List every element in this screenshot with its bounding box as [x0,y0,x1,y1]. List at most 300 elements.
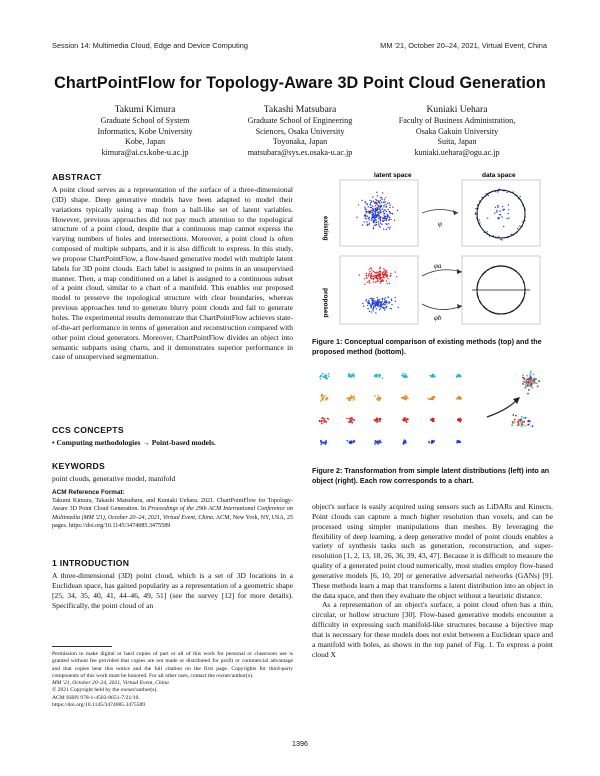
scatter-point [385,223,386,224]
scatter-point [384,304,385,305]
author-block-1 [75,103,215,158]
intro-heading: 1 INTRODUCTION [52,558,130,568]
scatter-point [369,223,370,224]
scatter-point [521,416,523,418]
scatter-point [458,376,460,378]
scatter-point [380,271,381,272]
scatter-point [530,371,532,373]
scatter-point [386,220,387,221]
scatter-point [376,301,377,302]
scatter-point [328,373,330,375]
scatter-point [373,310,374,311]
scatter-point [379,203,380,204]
scatter-point [373,275,374,276]
scatter-point [371,273,372,274]
scatter-point [522,374,524,376]
scatter-point [369,200,370,201]
scatter-point [375,419,377,421]
scatter-point [373,227,374,228]
scatter-point [380,442,382,444]
scatter-point [390,204,391,205]
scatter-point [376,376,378,378]
keywords-heading: KEYWORDS [52,461,106,471]
scatter-point [508,204,509,205]
scatter-point [365,211,366,212]
scatter-point [385,272,386,273]
scatter-point [534,381,536,383]
scatter-point [390,219,391,220]
scatter-point [321,395,323,397]
scatter-point [507,218,508,219]
scatter-point [378,300,379,301]
scatter-point [382,209,383,210]
author-email: kuniaki.uehara@ogu.ac.jp [414,147,500,157]
scatter-point [346,398,348,400]
scatter-point [391,308,392,309]
scatter-point [368,274,369,275]
scatter-point [384,274,385,275]
scatter-point [524,378,526,380]
scatter-point [349,441,351,443]
scatter-point [376,208,377,209]
scatter-point [378,276,379,277]
author-affiliation: Sciences, Osaka University [255,126,345,136]
scatter-point [387,214,388,215]
footnote-rule [52,646,112,647]
scatter-point [380,212,381,213]
scatter-point [375,222,376,223]
scatter-point [397,210,398,211]
scatter-point [457,374,459,376]
scatter-point [372,206,373,207]
scatter-point [322,373,324,375]
scatter-point [348,400,350,402]
scatter-point [369,280,370,281]
scatter-point [365,214,366,215]
scatter-point [504,209,505,210]
scatter-point [385,303,386,304]
scatter-point [353,376,355,378]
scatter-point [324,374,326,376]
scatter-point [373,281,374,282]
scatter-point [538,380,540,382]
scatter-point [374,277,375,278]
scatter-point [376,422,378,424]
scatter-point [370,204,371,205]
author-affiliation: Informatics, Kobe University [97,126,193,136]
scatter-point [347,440,349,442]
scatter-point [367,224,368,225]
scatter-point [498,217,499,218]
scatter-point [527,424,529,426]
scatter-point [379,268,380,269]
scatter-point [369,219,370,220]
scatter-point [359,274,360,275]
scatter-point [364,221,365,222]
scatter-point [526,375,528,377]
scatter-point [364,202,365,203]
scatter-point [374,202,375,203]
scatter-point [369,269,370,270]
author-affiliation: Graduate School of System [100,116,190,125]
ccs-heading: CCS CONCEPTS [52,425,124,435]
acm-reference-heading: ACM Reference Format: [52,489,125,496]
scatter-point [375,205,376,206]
permission-isbn: ACM ISBN 978-1-4503-8651-7/21/10. [52,694,140,701]
scatter-point [529,383,531,385]
scatter-point [379,278,380,279]
scatter-point [380,200,381,201]
scatter-point [386,229,387,230]
figure-2 [312,362,552,462]
scatter-point [390,273,391,274]
scatter-point [432,397,434,399]
scatter-point [379,267,380,268]
scatter-point [384,299,385,300]
scatter-point [527,383,529,385]
scatter-point [406,375,408,377]
permission-copyright: © 2021 Copyright held by the owner/author(s). [52,687,158,694]
scatter-point [405,397,407,399]
scatter-point [322,398,324,400]
fig1-panel-latent-bottom [340,256,418,324]
scatter-point [460,420,462,422]
scatter-point [388,296,389,297]
scatter-point [383,205,384,206]
author-name: Takumi Kimura [114,104,176,115]
scatter-point [475,208,476,209]
scatter-point [518,419,520,421]
scatter-point [371,218,372,219]
scatter-point [364,284,365,285]
scatter-point [378,213,379,214]
scatter-point [354,398,356,400]
author-block-3 [382,103,532,158]
scatter-point [520,419,522,421]
fig1-phi-b: φb [434,314,442,322]
scatter-point [373,216,374,217]
scatter-point [366,204,367,205]
scatter-point [396,276,397,277]
scatter-point [378,221,379,222]
scatter-point [375,199,376,200]
scatter-point [501,239,502,240]
scatter-point [527,393,529,395]
scatter-point [535,378,537,380]
scatter-point [374,217,375,218]
scatter-point [375,272,376,273]
scatter-point [371,311,372,312]
scatter-point [374,395,376,397]
scatter-point [499,214,500,215]
scatter-point [506,192,507,193]
scatter-point [524,387,526,389]
scatter-point [390,275,391,276]
scatter-point [488,195,489,196]
scatter-point [402,397,404,399]
scatter-point [374,376,376,378]
scatter-point [503,226,504,227]
permission-venue: MM '21, October 20–24, 2021, Virtual Event, China [52,680,169,687]
scatter-point [366,282,367,283]
scatter-point [497,206,498,207]
scatter-point [382,281,383,282]
scatter-point [372,212,373,213]
scatter-point [378,441,380,443]
author-location: Kobe, Japan [124,137,165,147]
scatter-point [370,210,371,211]
scatter-point [374,225,375,226]
scatter-point [477,204,478,205]
scatter-point [381,198,382,199]
scatter-point [367,302,368,303]
scatter-point [511,424,513,426]
scatter-point [383,268,384,269]
scatter-point [366,273,367,274]
scatter-point [376,207,377,208]
scatter-point [372,278,373,279]
scatter-point [377,205,378,206]
scatter-point [374,300,375,301]
scatter-point [377,297,378,298]
scatter-point [389,228,390,229]
scatter-point [376,192,377,193]
scatter-point [324,418,326,420]
scatter-point [377,305,378,306]
scatter-point [385,216,386,217]
scatter-point [389,202,390,203]
figure-1-graphic [312,168,552,333]
figure-1-caption: Figure 1: Conceptual comparison of existing methods (top) and the proposed method (bottom). [312,337,542,356]
figure-1 [312,168,552,333]
scatter-point [395,297,396,298]
scatter-point [500,239,501,240]
scatter-point [430,419,432,421]
scatter-point [382,301,383,302]
scatter-point [389,308,390,309]
scatter-point [366,221,367,222]
scatter-point [405,395,407,397]
scatter-point [385,301,386,302]
scatter-point [375,208,376,209]
scatter-point [532,425,534,427]
running-head-left: Session 14: Multimedia Cloud, Edge and Device Computing [52,41,248,50]
scatter-point [460,398,462,400]
scatter-point [375,219,376,220]
paper-title: ChartPointFlow for Topology-Aware 3D Point Cloud Generation [54,74,546,92]
scatter-point [376,308,377,309]
scatter-point [388,220,389,221]
scatter-point [536,382,538,384]
scatter-point [383,308,384,309]
acm-reference-venue: Proceedings of the 29th ACM International Conference on Multimedia (MM '21), October 20–24, 2021, Virtual Event, China. [52,506,293,521]
scatter-point [368,206,369,207]
scatter-point [459,420,461,422]
scatter-point [371,275,372,276]
scatter-point [511,234,512,235]
scatter-point [367,211,368,212]
scatter-point [378,200,379,201]
intro-text: A three-dimensional (3D) point cloud, which is a set of 3D locations in a Euclidean space, has gained popularity as a representation of a geometric shape [25, 34, 35, 40, 41, 44–46, 49, 51] (see the survey [12] for more details). Specifically, the point cloud of an [52,571,293,610]
scatter-point [406,422,408,424]
scatter-point [479,219,480,220]
scatter-point [380,419,382,421]
scatter-point [381,302,382,303]
scatter-point [383,304,384,305]
scatter-point [404,375,406,377]
scatter-point [523,417,525,419]
scatter-point [377,395,379,397]
right-paragraph-2: As a representation of an object's surface, a point cloud often has a thin, circular, or hollow structure [30]. Flow-based generative models encounter a difficulty in expressing such manifold-like structures because a bijective map that is necessary for these models does not exist between a Euclidean space and a manifold with holes, as shown in the top panel of Fig. 1. To express a point cloud X [312,600,553,659]
scatter-point [378,211,379,212]
scatter-point [404,398,406,400]
scatter-point [376,210,377,211]
permission-doi: https://doi.org/10.1145/3474085.3475589 [52,702,146,709]
scatter-point [362,224,363,225]
fig1-arrowhead-b [457,304,462,309]
scatter-point [432,419,434,421]
scatter-point [487,218,488,219]
scatter-point [366,218,367,219]
scatter-point [514,419,516,421]
scatter-point [371,306,372,307]
scatter-point [383,206,384,207]
scatter-point [500,210,501,211]
scatter-point [380,281,381,282]
scatter-point [375,224,376,225]
scatter-point [496,210,497,211]
scatter-point [391,304,392,305]
scatter-point [377,299,378,300]
scatter-point [428,398,430,400]
scatter-point [377,215,378,216]
scatter-point [375,275,376,276]
scatter-point [528,420,530,422]
scatter-point [389,302,390,303]
scatter-point [323,421,325,423]
scatter-point [390,226,391,227]
scatter-point [375,312,376,313]
scatter-point [498,236,499,237]
scatter-point [377,209,378,210]
scatter-point [367,216,368,217]
fig1-panel-latent-top [340,180,418,246]
scatter-point [373,213,374,214]
scatter-point [372,197,373,198]
scatter-point [371,307,372,308]
scatter-point [322,417,324,419]
scatter-point [460,375,462,377]
author-name: Takashi Matsubara [263,104,337,115]
scatter-point [528,379,530,381]
scatter-point [376,398,378,400]
scatter-point [519,196,520,197]
scatter-point [384,309,385,310]
scatter-point [389,283,390,284]
scatter-point [387,203,388,204]
scatter-point [398,307,399,308]
scatter-point [494,213,495,214]
scatter-point [352,375,354,377]
scatter-point [392,207,393,208]
ccs-item: • Computing methodologies → Point-based models. [52,438,216,447]
scatter-point [386,274,387,275]
scatter-point [324,395,326,397]
scatter-point [383,218,384,219]
fig1-arrow-b [422,304,462,310]
scatter-point [382,298,383,299]
scatter-point [384,308,385,309]
scatter-point [368,275,369,276]
scatter-point [379,309,380,310]
scatter-point [373,298,374,299]
scatter-point [387,227,388,228]
scatter-point [353,396,355,398]
scatter-point [525,417,527,419]
scatter-point [321,423,323,425]
scatter-point [529,375,531,377]
scatter-point [395,301,396,302]
scatter-point [375,305,376,306]
scatter-point [389,207,390,208]
scatter-point [377,281,378,282]
scatter-point [378,225,379,226]
keywords-text: point clouds, generative model, manifold [52,474,176,483]
scatter-point [531,381,533,383]
scatter-point [374,215,375,216]
scatter-point [377,271,378,272]
scatter-point [434,376,436,378]
scatter-point [384,213,385,214]
scatter-point [369,271,370,272]
scatter-point [514,421,516,423]
scatter-point [403,442,405,444]
scatter-point [496,211,497,212]
scatter-point [325,420,327,422]
scatter-point [380,308,381,309]
scatter-point [522,377,524,379]
scatter-point [368,218,369,219]
scatter-point [372,219,373,220]
scatter-point [373,279,374,280]
scatter-point [518,422,520,424]
scatter-point [364,207,365,208]
scatter-point [362,303,363,304]
scatter-point [366,277,367,278]
scatter-point [380,304,381,305]
scatter-point [521,425,523,427]
scatter-point [350,376,352,378]
scatter-point [387,283,388,284]
scatter-point [516,425,518,427]
scatter-point [495,207,496,208]
scatter-point [392,213,393,214]
right-paragraph-1: object's surface is easily acquired using sensors such as LiDARs and Kinects. Point clouds can capture a much higher resolution than voxels, and can be processed using simpler manipulations than meshes. By leveraging the flexibility of deep learning, a deep generative model of point clouds enables a variety of synthesis tasks such as generation, reconstruction, and super-resolution [1, 2, 13, 18, 26, 36, 39, 43, 47]. Because it is difficult to measure the quality of a generated point cloud numerically, most studies employ flow-based generative models [6, 10, 20] or generative adversarial networks (GANs) [9]. These methods learn a map that transforms a latent distribution into an object in the data space, and then they evaluate the object without a heuristic distance. [312,502,553,600]
abstract-text: A point cloud serves as a representation of the surface of a three-dimensional (3D) shape. Deep generative models have been adapted to model their variations typically using a map from a ball-like set of latent variables. However, previous approaches did not pay much attention to the topological structure of a point cloud, despite that a continuous map cannot express the varying numbers of holes and intersections. Moreover, a point cloud is often composed of multiple subparts, and it is also difficult to express. In this study, we propose ChartPointFlow, a flow-based generative model with multiple latent labels for 3D point clouds. Each label is assigned to points in an unsupervised manner. Then, a map conditioned on a label is assigned to a continuous subset of a point cloud, similar to a chart of a manifold. This enables our proposed model to preserve the topological structure with clear boundaries, whereas previous approaches tend to generate blurry point clouds and fail to generate holes. The experimental results demonstrate that ChartPointFlow achieves state-of-the-art performance in terms of generation and reconstruction compared with other point cloud generators. Moreover, ChartPointFlow divides an object into semantic subparts using charts, and it demonstrates superior performance in case of unsupervised segmentation. [52,185,293,362]
scatter-point [497,205,498,206]
scatter-point [320,378,322,380]
scatter-point [508,217,509,218]
scatter-point [387,209,388,210]
scatter-point [322,442,324,444]
scatter-point [403,418,405,420]
scatter-point [522,383,524,385]
scatter-point [385,197,386,198]
scatter-point [382,377,384,379]
scatter-point [370,298,371,299]
scatter-point [320,400,322,402]
scatter-point [320,375,322,377]
